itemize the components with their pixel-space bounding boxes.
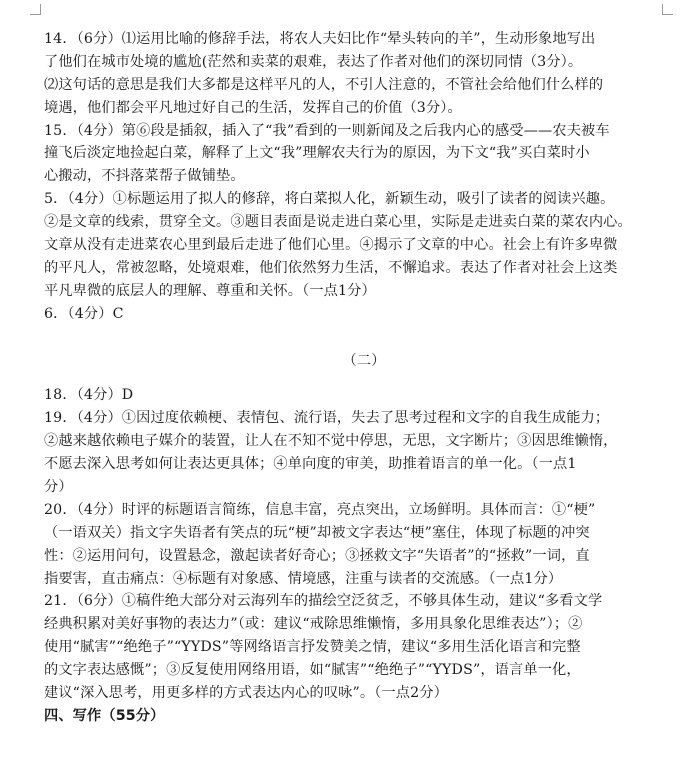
text-line: 文章从没有走进菜农心里到最后走进了他们心里。④揭示了文章的中心。社会上有许多卑微 [44, 237, 618, 254]
text-line: 使用“腻害”“绝绝子”“YYDS”等网络语言抒发赞美之情，建议“多用生活化语言和完整 [44, 639, 581, 656]
text-line: 境遇，他们都会平凡地过好自己的生活，发挥自己的价值（3分）。 [44, 99, 462, 116]
text-line: 的文字表达感慨”；③反复使用网络用语，如“腻害”“绝绝子”“YYDS”，语言单一化， [44, 662, 581, 679]
text-line: 撞飞后淡定地捡起白菜，解释了上文“我”理解农夫行为的原因，为下文“我”买白菜时小 [44, 145, 590, 162]
text-line: （一语双关）指文字失语者有笑点的玩“梗”却被文字表达“梗”塞住，体现了标题的冲突 [44, 524, 590, 541]
text-line: 心搬动，不抖落菜帮子做铺垫。 [44, 168, 245, 185]
text-line: ②是文章的线索，贯穿全文。③题目表面是说走进白菜心里，实际是走进卖白菜的菜农内心。 [44, 214, 632, 231]
text-line: 20．（4分）时评的标题语言简练，信息丰富，亮点突出，立场鲜明。具体而言：①“梗” [44, 501, 596, 518]
page-corner-mark-left [30, 4, 41, 15]
page-corner-mark-right [662, 4, 673, 15]
text-line: 不愿去深入思考如何让表达更具体；④单向度的审美，助推着语言的单一化。（一点1 [44, 456, 577, 473]
section-heading-writing: 四、写作（55分） [44, 707, 165, 724]
text-line: 建议“深入思考，用更多样的方式表达内心的叹咏”。（一点2分） [44, 685, 448, 702]
text-line: 平凡卑微的底层人的理解、尊重和关怀。（一点1分） [44, 282, 376, 299]
answer-text-body [44, 28, 684, 728]
text-line: 15．（4分）第⑥段是插叙，插入了“我”看到的一则新闻及之后我内心的感受——农夫被车 [44, 122, 610, 139]
text-line: 14．（6分）⑴运用比喻的修辞手法，将农人夫妇比作“晕头转向的羊”，生动形象地写出 [44, 31, 596, 47]
text-line: 经典积累对美好事物的表达力”（或：建议“戒除思维懒惰，多用具象化思维表达”）；② [44, 616, 583, 633]
text-line: ⑵这句话的意思是我们大多都是这样平凡的人，不引人注意的，不管社会给他们什么样的 [44, 76, 604, 93]
text-line: 5．（4分）①标题运用了拟人的修辞，将白菜拟人化，新颖生动，吸引了读者的阅读兴趣。 [44, 191, 615, 208]
text-line: ②越来越依赖电子媒介的装置，让人在不知不觉中停思，无思，文字断片；③因思维懒惰， [44, 433, 618, 450]
text-line: 指要害，直击痛点：④标题有对象感、情境感，注重与读者的交流感。（一点1分） [44, 570, 563, 587]
text-line: 19．（4分）①因过度依赖梗、表情包、流行语，失去了思考过程和文字的自我生成能力； [44, 410, 610, 427]
section-title: （二） [342, 352, 386, 369]
text-line: 6．（4分）C [44, 305, 124, 322]
text-line: 了他们在城市处境的尴尬(茫然和卖菜的艰难，表达了作者对他们的深切同情（3分）。 [44, 53, 583, 70]
text-line: 的平凡人，常被忽略，处境艰难，他们依然努力生活，不懈追求。表达了作者对社会上这类 [44, 259, 618, 276]
text-line: 性：②运用问句，设置悬念，激起读者好奇心；③拯救文字“失语者”的“拯救”一词，直 [44, 547, 590, 564]
text-line: 21．（6分）①稿件绝大部分对云海列车的描绘空泛贫乏，不够具体生动，建议“多看文学 [44, 593, 603, 610]
text-line: 18．（4分）D [44, 387, 134, 404]
text-line: 分） [44, 479, 73, 496]
